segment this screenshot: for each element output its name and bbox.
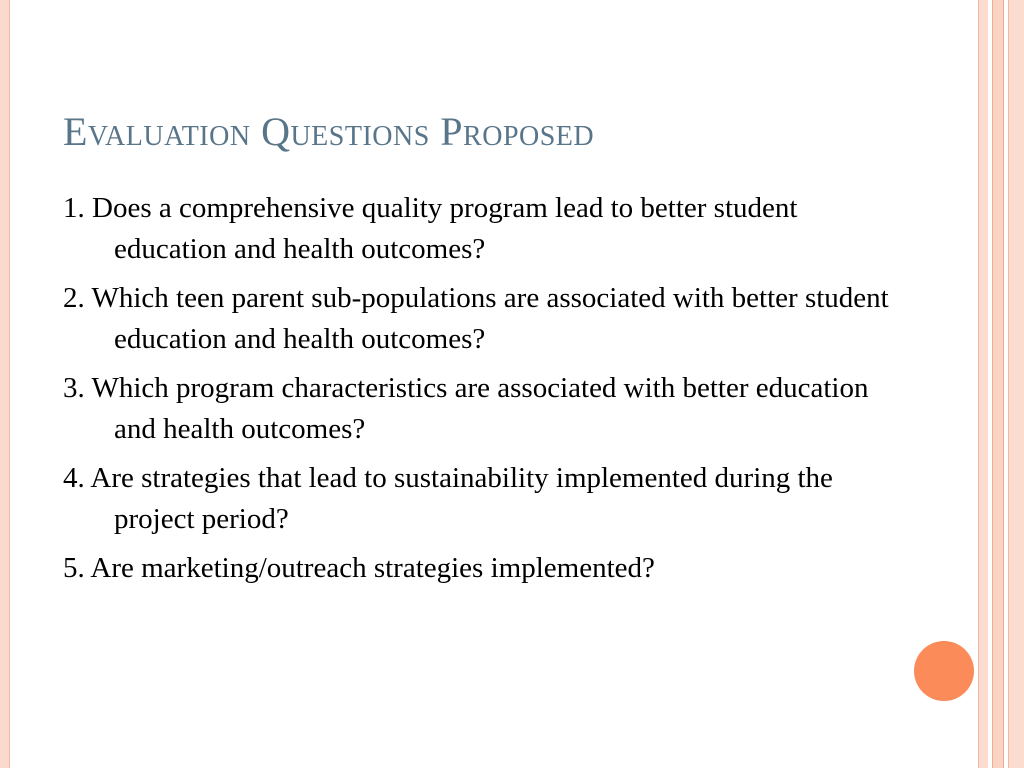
- right-stripe-1: [978, 0, 988, 768]
- accent-circle-decoration: [914, 641, 974, 701]
- right-stripe-2: [992, 0, 1004, 768]
- question-item-2: 2. Which teen parent sub-populations are associated with better student education and health outcomes?: [63, 282, 889, 355]
- question-list: [63, 188, 913, 597]
- left-border-stripe: [0, 0, 10, 768]
- question-item-3: 3. Which program characteristics are associated with better education and health outcomes?: [63, 372, 869, 445]
- question-item-4: 4. Are strategies that lead to sustainability implemented during the project period?: [63, 462, 833, 535]
- right-stripe-3: [1008, 0, 1024, 768]
- question-item-1: 1. Does a comprehensive quality program lead to better student education and health outcomes?: [63, 192, 798, 265]
- slide-title: Evaluation Questions Proposed: [63, 109, 595, 154]
- question-item-5: 5. Are marketing/outreach strategies implemented?: [63, 552, 655, 584]
